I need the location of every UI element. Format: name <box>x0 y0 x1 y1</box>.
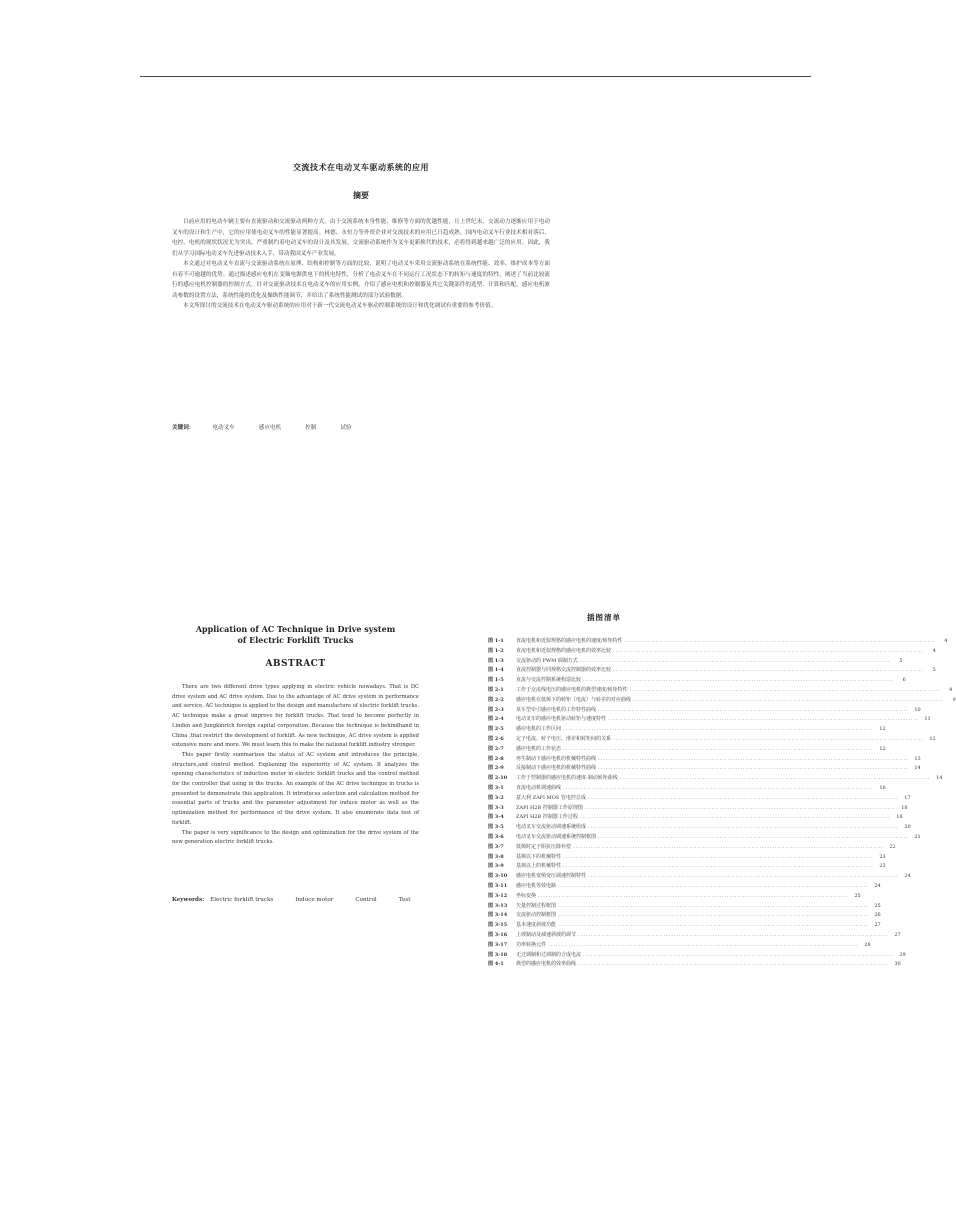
chinese-keywords-label: 关键词： <box>172 425 195 431</box>
figure-list-item <box>488 647 936 657</box>
dot-leader: ........................................................................................................................ <box>608 716 919 723</box>
figure-page-number: 22 <box>889 843 896 850</box>
dot-leader: ........................................................................................................................ <box>584 804 896 811</box>
figure-title: 直流电机和近似规格的感应电机的速度/转矩特性 <box>516 638 623 644</box>
figure-page-number: 12 <box>879 745 886 752</box>
dot-leader: ........................................................................................................................ <box>579 814 891 821</box>
dot-leader: ........................................................................................................................ <box>588 873 899 880</box>
figure-number: 图 2-3 <box>488 706 504 713</box>
dot-leader: ........................................................................................................................ <box>563 726 874 733</box>
dot-leader: ........................................................................................................................ <box>558 922 869 929</box>
figure-title: 某车型牵引感应电机的工作特性曲线 <box>516 706 597 713</box>
figure-list-item <box>488 941 871 951</box>
english-paragraph: There are two different drive types applying in electric vehicle nowadays. That is DC drive system and AC drive system. Due to the advantage of AC drive system in performance and service, AC technique is applied to the design and manufacture of electric forklift trucks. AC technique make a great improve for forklift trucks. That tend to become perfectly in Linden and Jungkinrich foreign capital corporation. Because the technique is behindhand in China ,that restrict the development of forklift. As new technique, AC drive system is applied extensive more and more. We must learn this to make the national forklift industry stronger. <box>172 684 419 749</box>
dot-leader: ........................................................................................................................ <box>563 853 874 860</box>
figure-list-item <box>488 931 901 941</box>
english-keywords <box>172 897 432 903</box>
figure-number: 图 3-2 <box>488 794 504 801</box>
figure-number: 图 1-5 <box>488 677 504 684</box>
chinese-paragraph: 本文通过对电动叉车直流与交流驱动系统在原理、结构和控制等方面的比较，说明了电动叉车采用交流驱动系统在系统性能、效率、维护成本等方面有着不可逾越的优势。通过描述感应电机在变频电源供电下的机电特性，分析了电动叉车在不同运行工况状态下的转矩与速度的特性，阐述了当前比较流行的感应电机控制器的控制方式，针对交流驱动技术在电动叉车的应用实例，介绍了感应电机和控制器及其它关键部件的选型、计算和匹配，感应电机驱动参数的设置方法，系统性能的优化及操纵性能调节，并给出了系统性能测试的部分试验数据。 <box>172 261 550 299</box>
figure-title: 电动叉车的感应电机驱动转矩与速度特性 <box>516 716 607 723</box>
figure-page-number: 12 <box>879 726 886 733</box>
figure-page-number: 10 <box>914 706 921 713</box>
figure-list-item <box>488 853 886 863</box>
figure-page-number: 14 <box>936 775 943 782</box>
figure-number: 图 2-6 <box>488 735 504 742</box>
figure-page-number: 30 <box>894 961 901 968</box>
figure-list-heading: 插图清单 <box>587 613 621 622</box>
figure-page-number: 28 <box>864 941 871 948</box>
dot-leader: ........................................................................................................................ <box>563 745 874 752</box>
dot-leader: ........................................................................................................................ <box>583 677 894 684</box>
figure-page-number: 23 <box>879 853 886 860</box>
header-rule <box>140 76 811 77</box>
figure-list-item <box>488 745 886 755</box>
figure-number: 图 3-9 <box>488 863 504 870</box>
dot-leader: ........................................................................................................................ <box>578 961 889 968</box>
dot-leader: ........................................................................................................................ <box>633 696 944 703</box>
figure-title: 直流与交流控制系统构造比较 <box>516 677 582 684</box>
english-paragraph: The paper is very significance to the design and optimization for the drive system of the new generation electric forklift trucks. <box>172 829 419 846</box>
figure-number: 图 1-1 <box>488 638 504 644</box>
figure-number: 图 1-3 <box>488 657 504 664</box>
figure-list-item <box>488 872 911 882</box>
figure-title: ZAPI H2B 控制器工作原理图 <box>516 804 583 811</box>
figure-number: 图 3-13 <box>488 902 508 909</box>
figure-list-item <box>488 755 921 765</box>
figure-list-item <box>488 774 943 784</box>
figure-list-item <box>488 833 921 843</box>
figure-page-number: 5 <box>899 657 903 664</box>
figure-number: 图 4-1 <box>488 961 504 968</box>
figure-page-number: 21 <box>914 833 921 840</box>
figure-list-item <box>488 902 881 912</box>
figure-page-number: 23 <box>879 863 886 870</box>
figure-title: 工作于控制器的感应电机的速度-制动转矩曲线 <box>516 775 618 782</box>
chinese-keywords <box>172 423 376 431</box>
figure-page-number: 12 <box>929 735 936 742</box>
english-keyword: Electric forklift trucks <box>210 897 274 903</box>
english-title-line2: of Electric Forklift Trucks <box>237 634 354 645</box>
figure-title: 意大利 ZAPI MOS 管电控总成 <box>516 794 586 801</box>
figure-title: 感应电机变频变压调速控制特性 <box>516 873 587 880</box>
figure-title: 电动叉车交流驱动调速系统组成 <box>516 824 587 831</box>
figure-page-number: 13 <box>914 755 921 762</box>
figure-number: 图 1-4 <box>488 667 504 674</box>
figure-page-number: 14 <box>914 765 921 772</box>
dot-leader: ........................................................................................................................ <box>573 843 884 850</box>
figure-number: 图 2-5 <box>488 726 504 733</box>
figure-page-number: 18 <box>896 814 903 821</box>
figure-number: 图 3-8 <box>488 853 504 860</box>
dot-leader: ........................................................................................................................ <box>558 902 869 909</box>
figure-number: 图 3-14 <box>488 912 508 919</box>
figure-list-item <box>488 892 861 902</box>
dot-leader: ........................................................................................................................ <box>583 951 894 958</box>
figure-title: 感应电机的工作区间 <box>516 726 562 733</box>
chinese-abstract-heading: 摘要 <box>353 190 369 200</box>
figure-page-number: 26 <box>874 912 881 919</box>
figure-title: 交流驱动控制框图 <box>516 912 557 919</box>
figure-page-number: 5 <box>932 667 936 674</box>
figure-title: 感应电机的工作状态 <box>516 745 562 752</box>
figure-title: 定子电流、转子电压、滑差和转矩间的关系 <box>516 735 612 742</box>
figure-title: 直流控制器与同规格交流控制器的效率比较 <box>516 667 612 674</box>
english-paragraph: This paper firstly summarizes the status of AC system and introduces the principle, structure,and control method. Explaining the superiority of AC system. It analyzes the opening characteristics of induction motor in electric forklift trucks and the control method for the controller that using in the trucks. An example of the AC drive technique in trucks is presented to demonstrate this application. It introduces selection and calculation method for essential parts of trucks and the parameter adjustment for induce motor as well as the optimization method for performance of the drive system. It also enumerate data test of forklift. <box>172 751 419 826</box>
figure-title: 上坡制动及减速斜坡的调节 <box>516 931 577 938</box>
figure-list-item <box>488 735 936 745</box>
chinese-paragraph: 目前应用的电动车辆主要有直流驱动和交流驱动两种方式。由于交流系统本身性能、维修等方面的优越性能，且上世纪末，交流动力逐渐应用于电动叉车的设计和生产中，它的应用使电动叉车的性能显著提高。林德、永恒力等外资企业对交流技术的应用已日趋成熟。国内电动叉车行业技术相对落后，电控、电机的现状状况尤为突出，严重制约着电动叉车的设计及其发展。交流驱动系统作为叉车更新换代的技术，必将得到越来越广泛的应用。因此，我们从学习国际电动叉车先进驱动技术入手，带动我国叉车产业发展。 <box>172 219 550 257</box>
figure-title: 基本速度斜坡功能 <box>516 922 557 929</box>
figure-title: 矢量控制过程框图 <box>516 902 557 909</box>
figure-number: 图 3-7 <box>488 843 504 850</box>
dot-leader: ........................................................................................................................ <box>558 882 869 889</box>
figure-page-number: 24 <box>874 882 881 889</box>
figure-page-number: 25 <box>874 902 881 909</box>
figure-number: 图 2-10 <box>488 775 508 782</box>
figure-page-number: 9 <box>952 696 956 703</box>
dot-leader: ........................................................................................................................ <box>587 794 899 801</box>
figure-number: 图 3-6 <box>488 833 504 840</box>
english-keyword: Induce motor <box>295 897 334 903</box>
figure-list-item <box>488 657 903 667</box>
english-abstract <box>172 624 419 848</box>
figure-list-rows <box>488 637 956 970</box>
figure-list-item <box>488 666 936 676</box>
dot-leader: ........................................................................................................................ <box>598 833 909 840</box>
figure-list-item <box>488 706 921 716</box>
dot-leader: ........................................................................................................................ <box>613 647 924 654</box>
figure-list-item <box>488 921 881 931</box>
figure-list-item <box>488 951 906 961</box>
dot-leader: ........................................................................................................................ <box>579 657 891 664</box>
chinese-keyword: 感应电机 <box>258 425 282 431</box>
figure-page-number: 9 <box>949 686 953 693</box>
figure-list-item <box>488 862 886 872</box>
dot-leader: ........................................................................................................................ <box>624 638 936 644</box>
figure-title: 工作于交流线电压的感应电机的典型速度/转矩特性 <box>516 686 628 693</box>
figure-list-item <box>488 882 881 892</box>
figure-number: 图 2-8 <box>488 755 504 762</box>
figure-list-item <box>488 804 908 814</box>
dot-leader: ........................................................................................................................ <box>588 824 899 831</box>
figure-title: 无过调制和过调制的合成电流 <box>516 951 582 958</box>
dot-leader: ........................................................................................................................ <box>629 686 941 693</box>
figure-title: 功率转换元件 <box>516 941 547 948</box>
figure-list-item <box>488 784 886 794</box>
figure-title: 感应电机等效电路 <box>516 882 557 889</box>
figure-list-item <box>488 637 948 647</box>
dot-leader: ........................................................................................................................ <box>563 784 874 791</box>
figure-number: 图 3-17 <box>488 941 508 948</box>
dot-leader: ........................................................................................................................ <box>563 863 874 870</box>
figure-page-number: 4 <box>932 647 936 654</box>
figure-list <box>488 612 956 970</box>
figure-title: 直流电动机调速曲线 <box>516 784 562 791</box>
dot-leader: ........................................................................................................................ <box>613 735 924 742</box>
figure-title: ZAPI H2B 控制器工作过程 <box>516 814 578 821</box>
figure-number: 图 3-15 <box>488 922 508 929</box>
figure-title: 交流驱动的 PWM 调制方式 <box>516 657 578 664</box>
figure-number: 图 3-5 <box>488 824 504 831</box>
chinese-paragraph: 本文所探讨的交流技术在电动叉车驱动系统的应用对于新一代交流电动叉车驱动控制系统的设计和优化调试有重要的参考价值。 <box>183 303 497 309</box>
figure-list-item <box>488 686 953 696</box>
figure-list-item <box>488 715 931 725</box>
figure-page-number: 6 <box>902 677 906 684</box>
dot-leader: ........................................................................................................................ <box>598 755 909 762</box>
figure-list-item <box>488 911 881 921</box>
figure-page-number: 16 <box>879 784 886 791</box>
figure-number: 图 1-2 <box>488 647 504 654</box>
figure-number: 图 2-7 <box>488 745 504 752</box>
figure-title: 典型的感应电机的效率曲线 <box>516 961 577 968</box>
english-abstract-heading: ABSTRACT <box>265 659 326 669</box>
figure-title: 直流电机和近似规格的感应电机的效率比较 <box>516 647 612 654</box>
figure-page-number: 20 <box>904 824 911 831</box>
figure-page-number: 18 <box>901 804 908 811</box>
figure-page-number: 25 <box>854 892 861 899</box>
figure-number: 图 3-1 <box>488 784 504 791</box>
figure-list-item <box>488 696 956 706</box>
figure-number: 图 3-18 <box>488 951 508 958</box>
figure-title: 基频以上的机械特性 <box>516 863 562 870</box>
figure-number: 图 2-4 <box>488 716 504 723</box>
figure-title: 感应电机在低频下的转矩（电流）与转差的对应曲线 <box>516 696 632 703</box>
chinese-abstract <box>172 162 550 312</box>
figure-list-item <box>488 813 903 823</box>
figure-number: 图 3-11 <box>488 882 508 889</box>
english-keyword: Test <box>398 897 411 903</box>
chinese-keyword: 电动叉车 <box>212 425 235 431</box>
figure-list-item <box>488 794 911 804</box>
figure-title: 低频时定子阻抗压降补偿 <box>516 843 572 850</box>
figure-number: 图 3-12 <box>488 892 508 899</box>
figure-page-number: 11 <box>924 716 931 723</box>
english-keyword: Control <box>355 897 377 903</box>
chinese-title: 交流技术在电动叉车驱动系统的应用 <box>293 162 429 172</box>
dot-leader: ........................................................................................................................ <box>578 931 889 938</box>
figure-title: 再生制动下感应电机的机械特性曲线 <box>516 755 597 762</box>
dot-leader: ........................................................................................................................ <box>598 765 909 772</box>
figure-number: 图 2-1 <box>488 686 504 693</box>
english-title-line1: Application of AC Technique in Drive system <box>195 624 396 634</box>
figure-page-number: 4 <box>944 638 948 644</box>
figure-number: 图 3-4 <box>488 814 504 821</box>
figure-number: 图 3-10 <box>488 873 508 880</box>
figure-list-item <box>488 676 906 686</box>
figure-list-item <box>488 843 896 853</box>
english-keywords-label: Keywords: <box>172 897 205 903</box>
figure-title: 坐标变换 <box>516 892 537 899</box>
figure-page-number: 24 <box>904 873 911 880</box>
dot-leader: ........................................................................................................................ <box>558 912 869 919</box>
figure-page-number: 27 <box>894 931 901 938</box>
dot-leader: ........................................................................................................................ <box>548 941 859 948</box>
dot-leader: ........................................................................................................................ <box>598 706 909 713</box>
figure-number: 图 3-3 <box>488 804 504 811</box>
figure-page-number: 27 <box>874 922 881 929</box>
chinese-keyword: 试验 <box>340 425 352 431</box>
figure-list-item <box>488 764 921 774</box>
dot-leader: ........................................................................................................................ <box>613 667 924 674</box>
dot-leader: ........................................................................................................................ <box>538 892 849 899</box>
figure-list-item <box>488 823 911 833</box>
figure-title: 反接制动下感应电机的机械特性曲线 <box>516 765 597 772</box>
figure-list-item <box>488 960 901 970</box>
dot-leader: ........................................................................................................................ <box>619 775 931 782</box>
figure-page-number: 17 <box>904 794 911 801</box>
figure-list-item <box>488 725 886 735</box>
figure-number: 图 2-9 <box>488 765 504 772</box>
figure-number: 图 2-2 <box>488 696 504 703</box>
figure-number: 图 3-16 <box>488 931 508 938</box>
figure-title: 基频以下的机械特性 <box>516 853 562 860</box>
chinese-keyword: 控制 <box>305 425 317 431</box>
figure-page-number: 29 <box>899 951 906 958</box>
figure-title: 电动叉车交流驱动调速系统控制框图 <box>516 833 597 840</box>
